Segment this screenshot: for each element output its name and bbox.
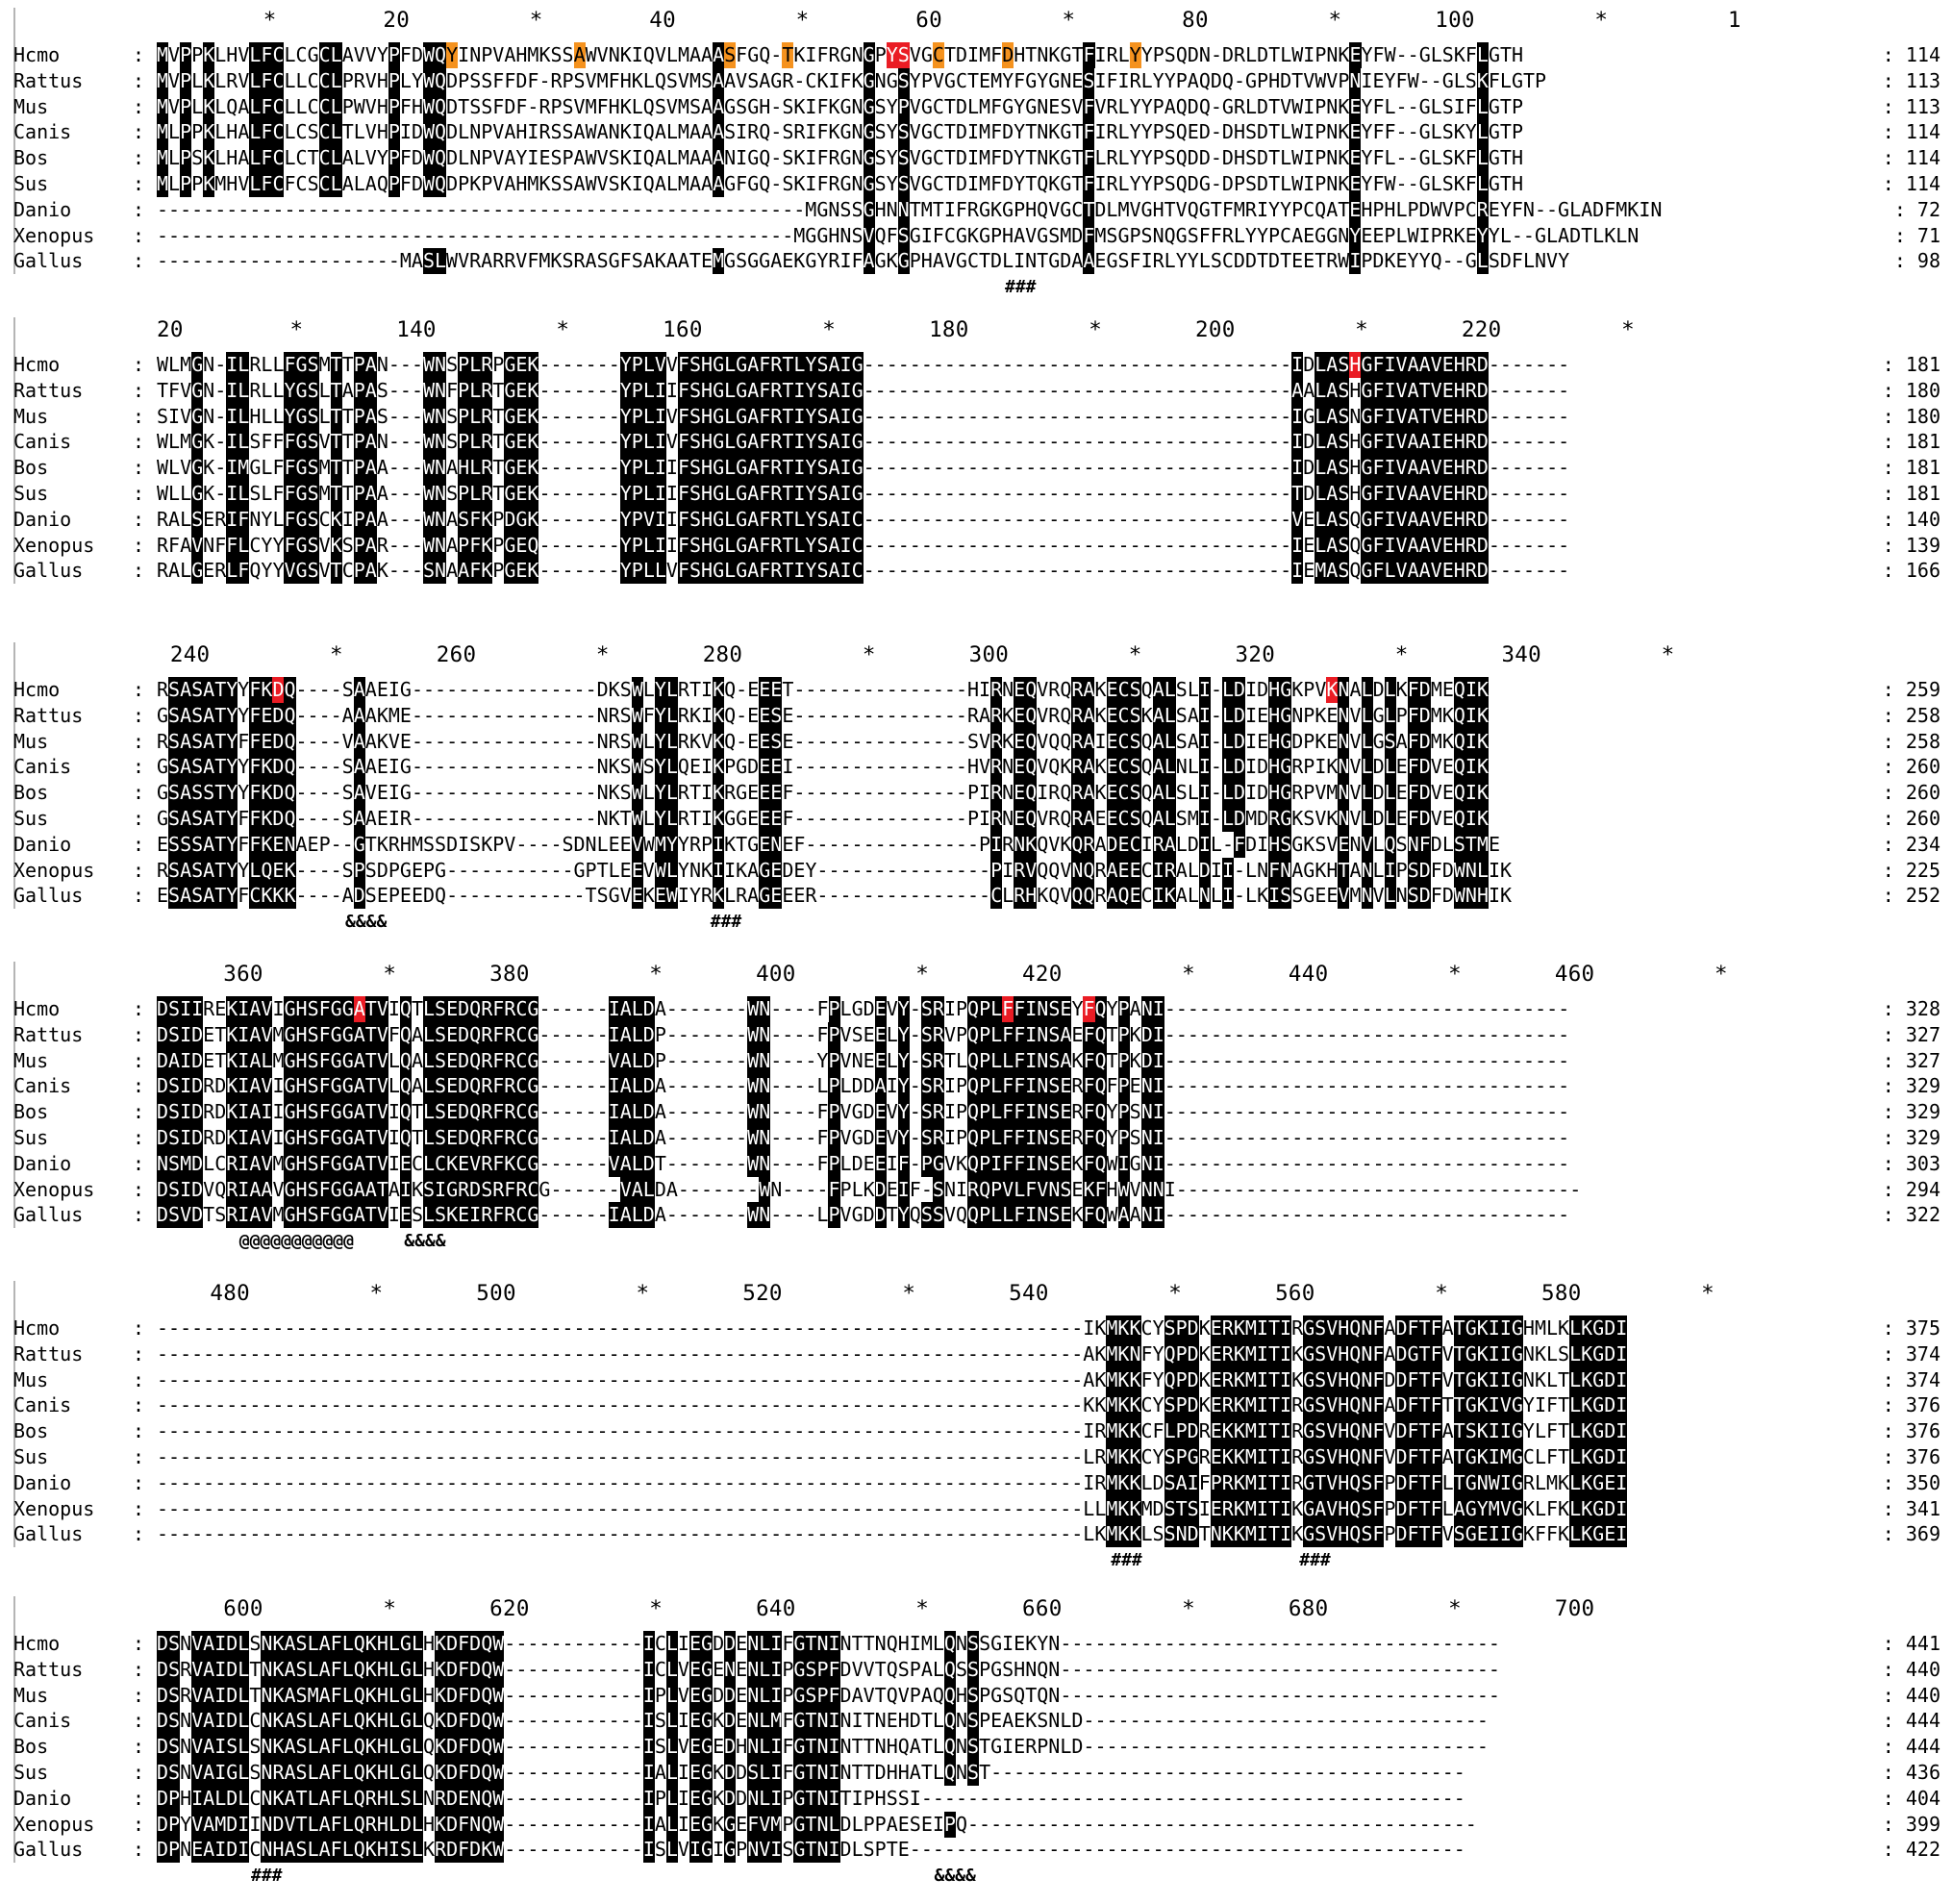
residue-count: : 181: [1882, 430, 1940, 454]
separator-colon: :: [133, 68, 145, 92]
species-name: Danio: [13, 1786, 72, 1810]
sequence-residues: DSRVAIDLTNKASMAFLQKHLGLHKDFDQW------------IPLVEGDDENLIPGSPFDAVTQVPAQQHSPGSQTQN--------------------------------------: [157, 1683, 1500, 1707]
sequence-residues: --------------------------------------------------------------------------------IRMKKCFLPDREKKMITIRGSVHQNFVDFTFATSKIIGYLFTLKGDI: [157, 1419, 1628, 1443]
residue-count: : 329: [1882, 1100, 1940, 1124]
position-ruler: 600 * 620 * 640 * 660 * 680 * 700: [157, 1596, 1595, 1621]
species-name: Sus: [13, 482, 49, 505]
sequence-row: [0, 42, 1953, 68]
residue-count: : 180: [1882, 378, 1940, 402]
sequence-residues: DSRVAIDLTNKASLAFLQKHLGLHKDFDQW------------ICLVEGENENLIPGSPFDVVTQSPALQSSPGSHNQN--------------------------------------: [157, 1657, 1500, 1681]
residue-count: : 181: [1882, 482, 1940, 505]
sequence-residues: MLPPKLHALFCLCSCLTLVHPIDWQDLNPVAHIRSSAWANKIQALMAAASIRQ-SRIFKGNGSYSVGCTDIMFDYTNKGTFIRLYYPSQED-DHSDTLWIPNKEYFF--GLSKYLGTP: [157, 120, 1524, 144]
sequence-row: [0, 197, 1953, 223]
sequence-row: [0, 1177, 1953, 1203]
residue-count: : 166: [1882, 559, 1940, 583]
residue-count: : 114: [1882, 120, 1940, 144]
sequence-residues: RALSERIFNYLFGSCKIPAA---WNASFKPDGK-------YPVIIFSHGLGAFRTLYSAIC-------------------------------------VELASQGFIVAAVEHRD-------: [157, 507, 1570, 531]
species-name: Danio: [13, 507, 72, 531]
sequence-row: [0, 1341, 1953, 1367]
species-name: Rattus: [13, 1341, 84, 1365]
separator-colon: :: [133, 1316, 145, 1340]
separator-colon: :: [133, 1786, 145, 1810]
sequence-residues: DSIDETKIAVMGHSFGGATVFQALSEDQRFRCG------IALDP-------WN----FPVSEELY-SRVPQPLFFINSAEFQTPKDI-----------------------------------: [157, 1022, 1570, 1046]
sequence-residues: DPYVAMDIINDVTLAFLQRHLDLHKDFNQW------------IALIEGKGEFVMPGTNLDLPPAESEIPQ--------------------------------------------: [157, 1812, 1477, 1836]
separator-colon: :: [133, 94, 145, 118]
residue-count: : 441: [1882, 1632, 1940, 1655]
sequence-row: [0, 119, 1953, 145]
separator-colon: :: [133, 1100, 145, 1124]
sequence-residues: WLMGN-ILRLLFGSMTTPAN---WNSPLRPGEK-------YPLVVFSHGLGAFRTLYSAIG-------------------------------------IDLASHGFIVAAVEHRD-------: [157, 353, 1570, 376]
position-ruler: 240 * 260 * 280 * 300 * 320 * 340 *: [157, 642, 1675, 667]
residue-count: : 252: [1882, 884, 1940, 908]
sequence-residues: --------------------------------------------------------------------------------LKMKKLSSNDTNKKMITIKGSVHQSFPDFTFVSGEIIGKFFKLKGEI: [157, 1522, 1628, 1546]
sequence-row: [0, 1812, 1953, 1838]
residue-count: : 440: [1882, 1683, 1940, 1707]
residue-count: : 234: [1882, 832, 1940, 856]
residue-count: : 258: [1882, 703, 1940, 727]
species-name: Gallus: [13, 1522, 84, 1546]
species-name: Mus: [13, 1367, 49, 1391]
sequence-row: [0, 481, 1953, 507]
separator-colon: :: [133, 703, 145, 727]
sequence-row: [0, 1022, 1953, 1048]
sequence-row: [0, 248, 1953, 274]
sequence-row: [0, 1521, 1953, 1547]
separator-colon: :: [133, 1470, 145, 1494]
sequence-residues: DSVDTSRIAVMGHSFGGATVIESLSKEIRFRCG------IALDA-------WN----LPVGDDTYQSSVQQPLLFINSEKFQWAANI-----------------------------------: [157, 1203, 1570, 1227]
species-name: Gallus: [13, 1838, 84, 1862]
sequence-row: [0, 558, 1953, 584]
sequence-residues: --------------------------------------------------------------------------------LLMKKMDSTSIERKMITIKGAVHQSFPDFTFLAGYMVGKLFKLKGDI: [157, 1496, 1628, 1520]
sequence-residues: ---------------------MASLWVRARRVFMKSRASGFSAKAATEMGSGGAEKGYRIFAGKGPHAVGCTDLINTGDAAEGSFIRLYYLSCDDTDTEETRWIPDKEYYQ--GLSDFLNVY: [157, 249, 1570, 273]
sequence-residues: DSNVAIDLSNKASLAFLQKHLGLHKDFDQW------------ICLIEGDDENLIFGTNINTTNQHIMLQNSSGIEKYN--------------------------------------: [157, 1632, 1500, 1655]
sequence-row: [0, 677, 1953, 703]
sequence-residues: DPHIALDLCNKATLAFLQRHLSLNRDENQW------------IPLIEGKDDNLIPGTNITIPHSSI-----------------------------------------------: [157, 1786, 1465, 1810]
separator-colon: :: [133, 146, 145, 170]
separator-colon: :: [133, 1022, 145, 1046]
species-name: Hcmo: [13, 353, 61, 376]
sequence-residues: TFVGN-ILRLLYGSLTAPAS---WNFPLRTGEK-------YPLIIFSHGLGAFRTIYSAIG-------------------------------------AALASHGFIVATVEHRD-------: [157, 378, 1570, 402]
species-name: Sus: [13, 1126, 49, 1149]
species-name: Mus: [13, 94, 49, 118]
sequence-residues: DSIDRDKIAIIGHSFGGATVIQTLSEDQRFRCG------IALDA-------WN----FPVGDEVY-SRIPQPLFFINSERFQYPSNI-----------------------------------: [157, 1100, 1570, 1124]
sequence-residues: GSASATYFFKDQ----SAAEIR----------------NKTWLYLRTIKGGEEEF---------------PIRNEQVRQRAEECSQALSMI-LDMDRGKSVKNVLDLEFDVEQIK: [157, 807, 1490, 830]
sequence-row: [0, 1760, 1953, 1786]
species-name: Sus: [13, 807, 49, 830]
alignment-block: [0, 642, 1953, 950]
sequence-row: [0, 1496, 1953, 1522]
alignment-block: [0, 1596, 1953, 1904]
alignment-block: [0, 1281, 1953, 1589]
sequence-row: [0, 352, 1953, 378]
species-name: Rattus: [13, 703, 84, 727]
position-ruler: 360 * 380 * 400 * 420 * 440 * 460 *: [157, 962, 1728, 987]
sequence-row: [0, 171, 1953, 197]
sequence-row: [0, 404, 1953, 430]
sequence-row: [0, 1151, 1953, 1177]
separator-colon: :: [133, 1838, 145, 1862]
residue-count: : 139: [1882, 533, 1940, 557]
sequence-residues: DAIDETKIALMGHSFGGATVLQALSEDQRFRCG------VALDP-------WN----YPVNEELY-SRTLQPLLFINSAKFQTPKDI-----------------------------------: [157, 1048, 1570, 1072]
sequence-row: [0, 754, 1953, 780]
residue-count: : 259: [1882, 678, 1940, 701]
species-name: Hcmo: [13, 997, 61, 1020]
residue-count: : 114: [1882, 43, 1940, 66]
motif-marker: ###: [1299, 1550, 1331, 1571]
species-name: Canis: [13, 1709, 72, 1733]
sequence-row: [0, 1202, 1953, 1228]
sequence-row: [0, 1315, 1953, 1341]
sequence-residues: RALGERLFQYYVGSVTCPAK---SNAAFKPGEK-------YPLLVFSHGLGAFRTIYSAIC-------------------------------------IEMASQGFLVAAVEHRD-------: [157, 559, 1570, 583]
sequence-residues: DPNEAIDICNHASLAFLQKHISLKRDFDKW------------ISLVIGIGPNVISGTNIDLSPTE------------------------------------------------: [157, 1838, 1465, 1862]
species-name: Canis: [13, 1393, 72, 1417]
residue-count: : 374: [1882, 1367, 1940, 1391]
species-name: Xenopus: [13, 1496, 95, 1520]
residue-count: : 328: [1882, 997, 1940, 1020]
sequence-residues: DSIDVQRIAAVGHSFGGAATAIKSIGRDSRFRCG------VALDA-------WN----FPLKDEIF-SNIRQPVLFVNSEKFHWVNNI-----------------------------------: [157, 1177, 1582, 1201]
residue-count: : 329: [1882, 1126, 1940, 1149]
species-name: Xenopus: [13, 533, 95, 557]
residue-count: : 140: [1882, 507, 1940, 531]
sequence-residues: ESSSATYFFKENAEP--GTKRHMSSDISKPV----SDNLEEVWMYYRPIKTGENEF---------------PIRNKQVKQRADECIRALDIL-FDIHSGKSVENVLQSNFDLSTME: [157, 832, 1501, 856]
sequence-residues: WLVGK-IMGLFFGSMTTPAA---WNAHLRTGEK-------YPLIIFSHGLGAFRTIYSAIG-------------------------------------IDLASHGFIVAAVEHRD-------: [157, 456, 1570, 480]
sequence-row: [0, 806, 1953, 832]
sequence-residues: --------------------------------------------------------------------------------KKMKKCYSPDKERKMITIRGSVHQNFADFTFTTGKIVGYIFTLKGDI: [157, 1393, 1628, 1417]
species-name: Bos: [13, 1419, 49, 1443]
sequence-residues: MLPPKMHVLFCFCSCLALAQPFDWQDPKPVAHMKSSAWVSKIQALMAAAGFGQ-SKIFRGNGSYSVGCTDIMFDYTQKGTFIRLYYPSQDG-DPSDTLWIPNKEYFW--GLSKFLGTH: [157, 172, 1524, 195]
sequence-row: [0, 94, 1953, 120]
separator-colon: :: [133, 678, 145, 701]
species-name: Xenopus: [13, 1812, 95, 1836]
sequence-residues: DSNVAISLSNKASLAFLQKHLGLQKDFDQW------------ISLVEGEDHNLIFGTNINTTNHQATLQNSTGIERPNLD-----------------------------------: [157, 1735, 1489, 1759]
sequence-row: [0, 1837, 1953, 1863]
alignment-block: [0, 962, 1953, 1269]
sequence-residues: RSASATYYLQEK----SPSDPGEPG-----------GPTLEEVWLYNKIIKAGEDEY---------------PIRVQQVNQRAEECIRALDII-LNFNAGKHTANLIPSDFDWNLIK: [157, 858, 1513, 882]
separator-colon: :: [133, 997, 145, 1020]
sequence-row: [0, 507, 1953, 533]
sequence-row: [0, 832, 1953, 858]
separator-colon: :: [133, 197, 145, 221]
sequence-row: [0, 996, 1953, 1022]
species-name: Rattus: [13, 68, 84, 92]
species-name: Gallus: [13, 884, 84, 908]
motif-marker: &&&&: [404, 1231, 446, 1252]
residue-count: : 376: [1882, 1445, 1940, 1468]
residue-count: : 113: [1882, 94, 1940, 118]
sequence-row: [0, 1392, 1953, 1418]
residue-count: : 260: [1882, 807, 1940, 830]
sequence-row: [0, 1734, 1953, 1760]
separator-colon: :: [133, 533, 145, 557]
species-name: Mus: [13, 729, 49, 753]
species-name: Danio: [13, 197, 72, 221]
species-name: Bos: [13, 1735, 49, 1759]
sequence-row: [0, 1099, 1953, 1125]
residue-count: : 113: [1882, 68, 1940, 92]
sequence-row: [0, 1708, 1953, 1734]
residue-count: : 322: [1882, 1203, 1940, 1227]
separator-colon: :: [133, 1812, 145, 1836]
separator-colon: :: [133, 832, 145, 856]
separator-colon: :: [133, 1048, 145, 1072]
sequence-residues: GSASATYYFKDQ----SAAEIG----------------NKSWSYLQEIKPGDEEI---------------HVRNEQVQKRAKECSQALNLI-LDIDHGRPIKNVLDLEFDVEQIK: [157, 755, 1490, 779]
separator-colon: :: [133, 430, 145, 454]
species-name: Bos: [13, 456, 49, 480]
separator-colon: :: [133, 1683, 145, 1707]
residue-count: : 374: [1882, 1341, 1940, 1365]
residue-count: : 260: [1882, 755, 1940, 779]
sequence-residues: DSNVAIDLCNKASLAFLQKHLGLQKDFDQW------------ISLIEGKDENLMFGTNINITNEHDTLQNSPEAEKSNLD-----------------------------------: [157, 1709, 1489, 1733]
position-ruler: 20 * 140 * 160 * 180 * 200 * 220 *: [157, 317, 1635, 342]
separator-colon: :: [133, 1735, 145, 1759]
sequence-row: [0, 1683, 1953, 1709]
separator-colon: :: [133, 807, 145, 830]
sequence-residues: MVPLKLQALFCLLCCLPWVHPFHWQDTSSFDF-RPSVMFHKLQSVMSAAGSGH-SKIFKGNGSYPVGCTDLMFGYGNESVFVRLYYPAQDQ-GRLDTVWIPNKEYFL--GLSIFLGTP: [157, 94, 1524, 118]
separator-colon: :: [133, 1177, 145, 1201]
species-name: Bos: [13, 1100, 49, 1124]
residue-count: : 114: [1882, 146, 1940, 170]
residue-count: : 181: [1882, 353, 1940, 376]
separator-colon: :: [133, 249, 145, 273]
motif-marker: &&&&: [345, 912, 388, 933]
sequence-row: [0, 729, 1953, 755]
residue-count: : 436: [1882, 1761, 1940, 1784]
sequence-row: [0, 1048, 1953, 1074]
sequence-residues: RSASATYFFEDQ----VAAKVE----------------NRSWLYLRKVKQ-EESE---------------SVRKEQVQQRAIECSQALSAI-LDIEHGDPKENVLGSAFDMKQIK: [157, 729, 1490, 753]
species-name: Xenopus: [13, 223, 95, 247]
sequence-row: [0, 1786, 1953, 1812]
separator-colon: :: [133, 559, 145, 583]
sequence-residues: DSIIREKIAVIGHSFGGATVIQTLSEDQRFRCG------IALDA-------WN----FPLGDEVY-SRIPQPLFFINSEYFQYPANI-----------------------------------: [157, 997, 1570, 1020]
separator-colon: :: [133, 1341, 145, 1365]
sequence-row: [0, 1125, 1953, 1151]
sequence-residues: --------------------------------------------------------------------------------IRMKKLDSAIFPRKMITIRGTVHQSFPDFTFLTGNWIGRLMKLKGEI: [157, 1470, 1628, 1494]
species-name: Hcmo: [13, 1632, 61, 1655]
separator-colon: :: [133, 755, 145, 779]
residue-count: : 369: [1882, 1522, 1940, 1546]
sequence-row: [0, 223, 1953, 249]
separator-colon: :: [133, 456, 145, 480]
position-ruler: * 20 * 40 * 60 * 80 * 100 * 1: [157, 8, 1741, 33]
residue-count: : 341: [1882, 1496, 1940, 1520]
separator-colon: :: [133, 378, 145, 402]
sequence-residues: DSNVAIGLSNRASLAFLQKHLGLQKDFDQW------------IALIEGKDDSLIFGTNINTTDHHATLQNST-----------------------------------------: [157, 1761, 1465, 1784]
residue-count: : 303: [1882, 1151, 1940, 1175]
sequence-residues: RSASATYYFKDQ----SAAEIG----------------DKSWLYLRTIKQ-EEET---------------HIRNEQVRQRAKECSQALSLI-LDIDHGKPVKNALDLKFDMEQIK: [157, 678, 1490, 701]
species-name: Canis: [13, 430, 72, 454]
sequence-row: [0, 1470, 1953, 1496]
separator-colon: :: [133, 858, 145, 882]
separator-colon: :: [133, 1657, 145, 1681]
sequence-row: [0, 533, 1953, 559]
sequence-residues: SIVGN-ILHLLYGSLTTPAS---WNSPLRTGEK-------YPLIVFSHGLGAFRTIYSAIG-------------------------------------IGLASNGFIVATVEHRD-------: [157, 404, 1570, 428]
separator-colon: :: [133, 172, 145, 195]
separator-colon: :: [133, 1367, 145, 1391]
sequence-row: [0, 1073, 1953, 1099]
species-name: Danio: [13, 1151, 72, 1175]
sequence-residues: --------------------------------------------------------------------------------IKMKKCYSPDKERKMITIRGSVHQNFADFTFATGKIIGHMLKLKGDI: [157, 1316, 1628, 1340]
residue-count: : 225: [1882, 858, 1940, 882]
sequence-residues: DSIDRDKIAVIGHSFGGATVIQTLSEDQRFRCG------IALDA-------WN----FPVGDEVY-SRIPQPLFFINSERFQYPSNI-----------------------------------: [157, 1126, 1570, 1149]
sequence-residues: -------------------------------------------------------MGGHNSVQFSGIFCGKGPHAVGSMDFMSGPSNQGSFFRLYYPCAEGGNYEEPLWIPRKEYYL--GLADTLKLN: [157, 223, 1640, 247]
species-name: Mus: [13, 1048, 49, 1072]
species-name: Mus: [13, 1683, 49, 1707]
residue-count: : 180: [1882, 404, 1940, 428]
residue-count: : 114: [1882, 172, 1940, 195]
separator-colon: :: [133, 1151, 145, 1175]
residue-count: : 404: [1882, 1786, 1940, 1810]
sequence-row: [0, 858, 1953, 884]
motif-marker: ###: [1111, 1550, 1142, 1571]
separator-colon: :: [133, 1761, 145, 1784]
sequence-row: [0, 1444, 1953, 1470]
sequence-row: [0, 1631, 1953, 1657]
residue-count: : 294: [1882, 1177, 1940, 1201]
separator-colon: :: [133, 120, 145, 144]
species-name: Gallus: [13, 249, 84, 273]
separator-colon: :: [133, 1126, 145, 1149]
species-name: Danio: [13, 1470, 72, 1494]
residue-count: : 329: [1882, 1074, 1940, 1098]
species-name: Sus: [13, 172, 49, 195]
motif-marker: ###: [710, 912, 742, 933]
residue-count: : 444: [1882, 1735, 1940, 1759]
separator-colon: :: [133, 1632, 145, 1655]
sequence-residues: MVPPKLHVLFCLCGCLAVVYPFDWQYINPVAHMKSSAWVNKIQVLMAAASFGQ-TKIFRGNGPYSVGCTDIMFDHTNKGTFIRLYYPSQDN-DRLDTLWIPNKEYFW--GLSKFLGTH: [157, 43, 1524, 66]
residue-count: : 181: [1882, 456, 1940, 480]
species-name: Hcmo: [13, 1316, 61, 1340]
sequence-residues: MLPSKLHALFCLCTCLALVYPFDWQDLNPVAYIESPAWVSKIQALMAAANIGQ-SKIFRGNGSYSVGCTDIMFDYTNKGTFLRLYYPSQDD-DHSDTLWIPNKEYFL--GLSKFLGTH: [157, 146, 1524, 170]
separator-colon: :: [133, 1522, 145, 1546]
residue-count: : 327: [1882, 1022, 1940, 1046]
species-name: Bos: [13, 146, 49, 170]
motif-marker: &&&&: [934, 1866, 976, 1887]
residue-count: : 376: [1882, 1419, 1940, 1443]
residue-count: : 72: [1893, 197, 1940, 221]
separator-colon: :: [133, 781, 145, 805]
sequence-row: [0, 1657, 1953, 1683]
separator-colon: :: [133, 43, 145, 66]
residue-count: : 258: [1882, 729, 1940, 753]
sequence-residues: --------------------------------------------------------MGNSSGHNNTMTIFRGKGPHQVGCTDLMVGHTVQGTFMRIYYPCQATEHPHLPDWVPCREYFN--GLADFMKIN: [157, 197, 1663, 221]
species-name: Bos: [13, 781, 49, 805]
residue-count: : 376: [1882, 1393, 1940, 1417]
sequence-row: [0, 145, 1953, 171]
species-name: Rattus: [13, 378, 84, 402]
species-name: Canis: [13, 120, 72, 144]
motif-marker: @@@@@@@@@@@: [238, 1231, 354, 1252]
separator-colon: :: [133, 884, 145, 908]
residue-count: : 444: [1882, 1709, 1940, 1733]
species-name: Rattus: [13, 1657, 84, 1681]
alignment-block: [0, 8, 1953, 315]
species-name: Canis: [13, 1074, 72, 1098]
alignment-block: [0, 317, 1953, 625]
residue-count: : 440: [1882, 1657, 1940, 1681]
species-name: Canis: [13, 755, 72, 779]
sequence-row: [0, 1418, 1953, 1444]
residue-count: : 71: [1893, 223, 1940, 247]
sequence-row: [0, 883, 1953, 909]
separator-colon: :: [133, 1419, 145, 1443]
species-name: Xenopus: [13, 1177, 95, 1201]
separator-colon: :: [133, 223, 145, 247]
sequence-row: [0, 455, 1953, 481]
sequence-residues: --------------------------------------------------------------------------------AKMKKFYQPDKERKMITIKGSVHQNFDDFTFVTGKIIGNKLTLKGDI: [157, 1367, 1628, 1391]
residue-count: : 260: [1882, 781, 1940, 805]
sequence-residues: GSASSTYYFKDQ----SAVEIG----------------NKSWLYLRTIKRGEEEF---------------PIRNEQIRQRAKECSQALSLI-LDIDHGRPVMNVLDLEFDVEQIK: [157, 781, 1490, 805]
sequence-residues: --------------------------------------------------------------------------------LRMKKCYSPGREKKMITIRGSVHQNFVDFTFATGKIMGCLFTLKGDI: [157, 1445, 1628, 1468]
separator-colon: :: [133, 1074, 145, 1098]
species-name: Sus: [13, 1761, 49, 1784]
separator-colon: :: [133, 482, 145, 505]
sequence-residues: ESASATYFCKKK----ADSEPEEDQ------------TSGVEKEWIYRKLRAGEEER---------------CLRHKQVQQRAQECIKALNLI-LKISSGEEVMNVLNSDFDWNHIK: [157, 884, 1513, 908]
sequence-row: [0, 703, 1953, 729]
separator-colon: :: [133, 1203, 145, 1227]
sequence-residues: NSMDLCRIAVMGHSFGGATVIECLCKEVRFKCG------VALDT-------WN----FPLDEEIF-PGVKQPIFFINSEKFQWIGNI-----------------------------------: [157, 1151, 1570, 1175]
separator-colon: :: [133, 1709, 145, 1733]
sequence-row: [0, 780, 1953, 806]
species-name: Rattus: [13, 1022, 84, 1046]
separator-colon: :: [133, 353, 145, 376]
species-name: Mus: [13, 404, 49, 428]
residue-count: : 350: [1882, 1470, 1940, 1494]
species-name: Hcmo: [13, 678, 61, 701]
sequence-residues: WLLGK-ILSLFFGSMTTPAA---WNSPLRTGEK-------YPLIIFSHGLGAFRTIYSAIG-------------------------------------TDLASHGFIVAAVEHRD-------: [157, 482, 1570, 505]
motif-marker: ###: [1005, 277, 1037, 298]
sequence-residues: WLMGK-ILSFFFGSVTTPAN---WNSPLRTGEK-------YPLIVFSHGLGAFRTIYSAIG-------------------------------------IDLASHGFIVAAIEHRD-------: [157, 430, 1570, 454]
species-name: Hcmo: [13, 43, 61, 66]
species-name: Sus: [13, 1445, 49, 1468]
sequence-residues: MVPLKLRVLFCLLCCLPRVHPLYWQDPSSFFDF-RPSVMFHKLQSVMSAAVSAGR-CKIFKGNGSYPVGCTEMYFGYGNESIFIRLYYPAQDQ-GPHDTVWVPNIEYFW--GLSKFLGTP: [157, 68, 1547, 92]
separator-colon: :: [133, 404, 145, 428]
species-name: Danio: [13, 832, 72, 856]
residue-count: : 399: [1882, 1812, 1940, 1836]
separator-colon: :: [133, 1445, 145, 1468]
separator-colon: :: [133, 729, 145, 753]
sequence-residues: DSIDRDKIAVIGHSFGGATVLQALSEDQRFRCG------IALDA-------WN----LPLDDAIY-SRIPQPLFFINSERFQFPENI-----------------------------------: [157, 1074, 1570, 1098]
sequence-row: [0, 429, 1953, 455]
species-name: Xenopus: [13, 858, 95, 882]
position-ruler: 480 * 500 * 520 * 540 * 560 * 580 *: [157, 1281, 1715, 1306]
sequence-row: [0, 1367, 1953, 1393]
residue-count: : 422: [1882, 1838, 1940, 1862]
residue-count: : 98: [1893, 249, 1940, 273]
separator-colon: :: [133, 1496, 145, 1520]
residue-count: : 375: [1882, 1316, 1940, 1340]
species-name: Gallus: [13, 559, 84, 583]
residue-count: : 327: [1882, 1048, 1940, 1072]
separator-colon: :: [133, 1393, 145, 1417]
motif-marker: ###: [251, 1866, 283, 1887]
sequence-residues: GSASATYYFEDQ----AAAKME----------------NRSWFYLRKIKQ-EESE---------------RARKEQVRQRAKECSKALSAI-LDIEHGNPKENVLGLPFDMKQIK: [157, 703, 1490, 727]
species-name: Gallus: [13, 1203, 84, 1227]
separator-colon: :: [133, 507, 145, 531]
sequence-residues: RFAVNFFLCYYFGSVKSPAR---WNAPFKPGEQ-------YPLIIFSHGLGAFRTLYSAIC-------------------------------------IELASQGFIVAAVEHRD-------: [157, 533, 1570, 557]
sequence-residues: --------------------------------------------------------------------------------AKMKNFYQPDKERKMITIKGSVHQNFADGTFVTGKIIGNKLSLKGDI: [157, 1341, 1628, 1365]
sequence-row: [0, 378, 1953, 404]
sequence-row: [0, 68, 1953, 94]
